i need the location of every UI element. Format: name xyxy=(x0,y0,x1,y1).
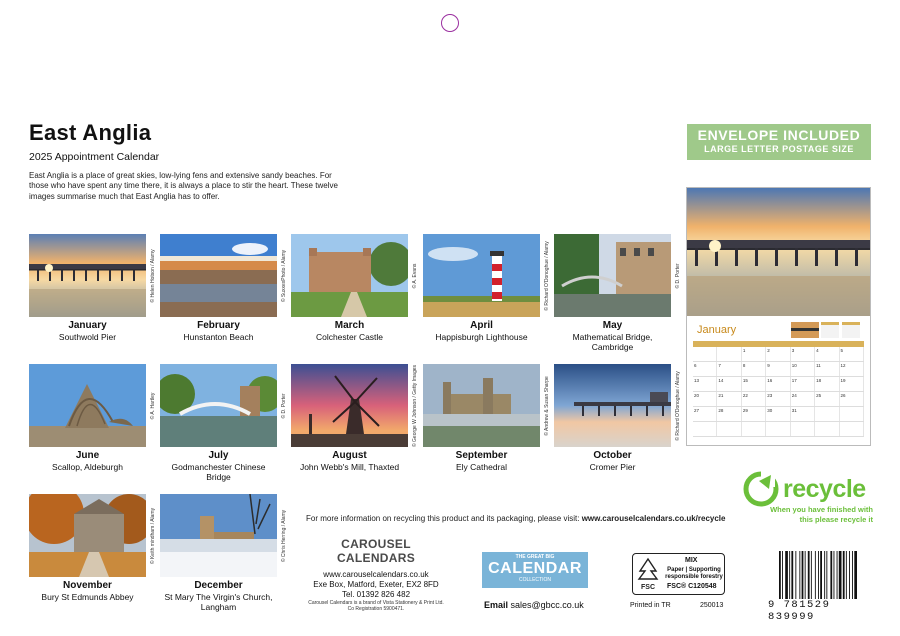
publisher-block xyxy=(306,537,446,612)
month-place: John Webb's Mill, Thaxted xyxy=(299,462,400,472)
photo-march xyxy=(291,234,408,317)
photo-credit: © A. Hartley xyxy=(150,392,156,419)
big-calendar-main: CALENDAR xyxy=(488,560,582,577)
recycling-info xyxy=(306,514,725,523)
preview-month: January xyxy=(697,324,737,336)
month-place: Hunstanton Beach xyxy=(183,332,254,342)
publisher-logo: CAROUSEL CALENDARS xyxy=(336,537,416,565)
big-calendar-top: THE GREAT BIG xyxy=(515,554,555,560)
photo-september xyxy=(423,364,540,447)
month-name: January xyxy=(68,320,107,331)
month-name: November xyxy=(63,580,112,591)
publisher-address: Exe Box, Matford, Exeter, EX2 8FD xyxy=(313,580,439,589)
big-calendar-bottom: COLLECTION xyxy=(519,577,551,583)
fsc-tree-icon xyxy=(637,557,659,592)
photo-november xyxy=(29,494,146,577)
photo-credit: © SuxxexPhoto / Alamy xyxy=(281,249,287,302)
photo-may xyxy=(554,234,671,317)
barcode xyxy=(778,551,871,599)
month-card-september xyxy=(423,364,555,472)
month-card-january xyxy=(29,234,161,342)
month-card-december xyxy=(160,494,292,612)
preview-thumbnail xyxy=(791,322,819,338)
photo-credit: © Keith mindham / Alamy xyxy=(150,507,156,564)
month-card-february xyxy=(160,234,292,342)
month-name: August xyxy=(332,450,367,461)
envelope-line2: LARGE LETTER POSTAGE SIZE xyxy=(704,144,854,154)
printed-in: Printed in TR xyxy=(630,602,671,609)
photo-credit: © Richard O'Donoghue / Alamy xyxy=(544,240,550,311)
month-name: May xyxy=(602,320,623,331)
recycle-logo xyxy=(743,471,866,507)
month-card-november xyxy=(29,494,161,602)
month-name: September xyxy=(455,450,508,461)
page-subtitle: 2025 Appointment Calendar xyxy=(29,151,160,163)
month-name: June xyxy=(75,450,100,461)
photo-august xyxy=(291,364,408,447)
product-code: 250013 xyxy=(700,602,724,609)
photo-credit: © Andrew & Susan Sharpe xyxy=(544,375,550,436)
email-address[interactable]: sales@gbcc.co.uk xyxy=(510,600,584,610)
hanging-hole xyxy=(441,14,459,32)
recycling-url[interactable]: www.carouselcalendars.co.uk/recycle xyxy=(581,514,726,523)
publisher-legal: Carousel Calendars is a brand of Vista Stationery & Print Ltd. Co Registration 5900471. xyxy=(308,600,444,612)
photo-credit: © A. Evans xyxy=(412,263,418,288)
photo-credit: © George W Johnson / Getty Images xyxy=(412,364,418,447)
big-calendar-logo xyxy=(482,552,588,588)
month-place: Happisburgh Lighthouse xyxy=(435,332,528,342)
month-name: October xyxy=(593,450,632,461)
envelope-line1: ENVELOPE INCLUDED xyxy=(697,127,861,143)
month-place: Scallop, Aldeburgh xyxy=(52,462,123,472)
month-card-april xyxy=(423,234,555,342)
month-place: Colchester Castle xyxy=(315,332,384,342)
month-card-march xyxy=(291,234,423,342)
month-place: Godmanchester Chinese Bridge xyxy=(171,462,266,482)
email-label: Email xyxy=(484,600,509,610)
preview-photo xyxy=(687,188,870,316)
photo-credit: © Helen Hotson / Alamy xyxy=(150,248,156,303)
month-name: April xyxy=(470,320,493,331)
month-place: Cromer Pier xyxy=(589,462,636,472)
photo-april xyxy=(423,234,540,317)
calendar-preview xyxy=(686,187,871,446)
month-place: Bury St Edmunds Abbey xyxy=(41,592,134,602)
fsc-mix: MIX xyxy=(685,557,698,564)
month-card-july xyxy=(160,364,292,482)
photo-credit: © Richard O'Donoghue / Alamy xyxy=(675,370,681,441)
svg-text:FSC: FSC xyxy=(641,584,655,591)
page-title: East Anglia xyxy=(29,120,152,145)
month-name: July xyxy=(208,450,229,461)
month-name: December xyxy=(194,580,243,591)
photo-june xyxy=(29,364,146,447)
month-name: February xyxy=(197,320,240,331)
fsc-paper: Paper | Supporting responsible forestry xyxy=(665,567,723,580)
month-name: March xyxy=(334,320,365,331)
publisher-phone: Tel. 01392 826 482 xyxy=(341,590,411,599)
isbn-number: 9 781529 839999 xyxy=(768,599,831,623)
month-place: St Mary The Virgin's Church, Langham xyxy=(164,592,273,612)
publisher-website[interactable]: www.carouselcalendars.co.uk xyxy=(323,570,429,579)
photo-credit: © Chris Herring / Alamy xyxy=(281,509,287,562)
month-place: Southwold Pier xyxy=(58,332,117,342)
recycle-icon xyxy=(743,471,779,507)
photo-february xyxy=(160,234,277,317)
fsc-logo xyxy=(632,553,725,595)
month-card-june xyxy=(29,364,161,472)
intro-text: East Anglia is a place of great skies, low-lying fens and extensive sandy beaches. For those who have spent any time there, it is always a place to stir the heart. These twelve images summarise much that East Anglia has to offer. xyxy=(29,171,338,201)
photo-credit: © D. Porter xyxy=(281,392,287,419)
month-card-october xyxy=(554,364,686,472)
recycle-word: recycle xyxy=(783,475,866,503)
email-line xyxy=(484,600,584,610)
month-card-may xyxy=(554,234,686,352)
envelope-banner xyxy=(687,124,871,160)
preview-minicalendars xyxy=(821,322,861,338)
photo-january xyxy=(29,234,146,317)
recycle-note: When you have finished with this please recycle it xyxy=(770,505,873,524)
month-place: Mathematical Bridge, Cambridge xyxy=(572,332,653,352)
photo-december xyxy=(160,494,277,577)
month-place: Ely Cathedral xyxy=(455,462,508,472)
photo-july xyxy=(160,364,277,447)
photo-credit: © D. Porter xyxy=(675,262,681,289)
recycling-info-text: For more information on recycling this product and its packaging, please visit: xyxy=(306,514,580,523)
month-card-august xyxy=(291,364,423,472)
preview-grid: 1 2 3 4 5 6 7 8 9 10 11 12 13 14 15 16 17 18 19 20 21 22 23 24 25 26 27 28 29 30 31 xyxy=(693,341,864,437)
photo-october xyxy=(554,364,671,447)
fsc-code: FSC® C120548 xyxy=(667,583,717,590)
